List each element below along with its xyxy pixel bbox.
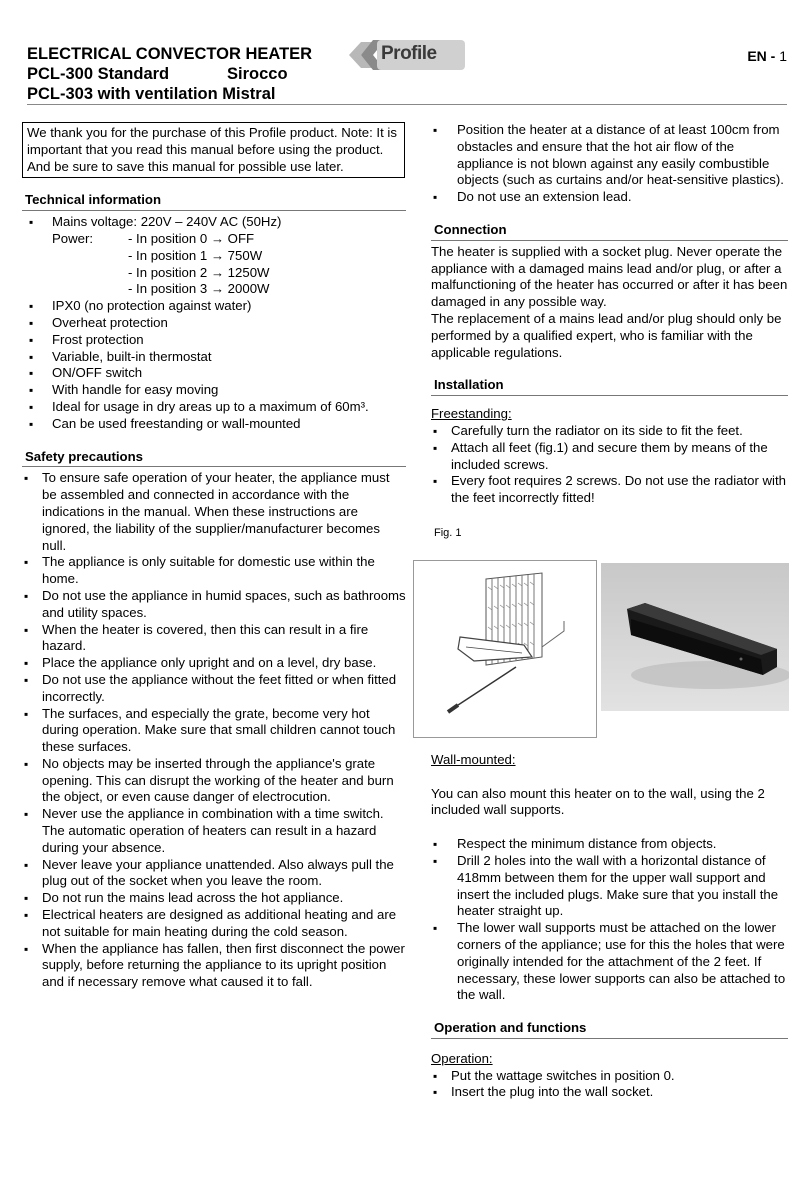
technical-feature-list	[22, 298, 406, 432]
list-item: ▪ Never leave your appliance unattended. Also always pull the plug out of the socket when you leave the room.	[22, 857, 406, 891]
list-item: ▪ Variable, built-in thermostat	[22, 349, 406, 366]
list-item: ▪ With handle for easy moving	[22, 382, 406, 399]
left-column	[22, 122, 406, 991]
list-item: ▪ ON/OFF switch	[22, 365, 406, 382]
list-item: ▪ The lower wall supports must be attached on the lower corners of the appliance; use for this the holes that were originally intended for the attachment of the 2 feet. If necessary, these lower supports can also be attached to the wall.	[431, 920, 788, 1004]
technical-list	[22, 214, 406, 231]
operation-list	[431, 1068, 788, 1102]
safety-section	[22, 449, 406, 992]
header-model-standard: PCL-300 Standard	[27, 65, 170, 83]
operation-title: Operation and functions	[431, 1020, 788, 1039]
list-item: ▪ Put the wattage switches in position 0.	[431, 1068, 788, 1085]
freestanding-list	[431, 423, 788, 507]
header-model-sirocco: Sirocco	[227, 65, 288, 83]
connection-section	[431, 222, 788, 361]
page-number-value: 1	[779, 48, 787, 64]
power-label: Power:	[52, 230, 94, 246]
list-item: ▪ The appliance is only suitable for domestic use within the home.	[22, 554, 406, 588]
list-item: ▪ Do not use the appliance in humid spaces, such as bathrooms and utility spaces.	[22, 588, 406, 622]
list-item: ▪ No objects may be inserted through the appliance's grate opening. This can disrupt the working of the heater and burn the object, or even cause danger of electrocution.	[22, 756, 406, 806]
list-item: ▪ Attach all feet (fig.1) and secure them by means of the included screws.	[431, 440, 788, 474]
list-item: ▪ Electrical heaters are designed as additional heating and are not suitable for main heating during the cold season.	[22, 907, 406, 941]
list-item: ▪ Carefully turn the radiator on its side to fit the feet.	[431, 423, 788, 440]
list-item: ▪ Do not run the mains lead across the hot appliance.	[22, 890, 406, 907]
wall-intro: You can also mount this heater on to the wall, using the 2 included wall supports.	[431, 785, 765, 818]
list-item: ▪ Every foot requires 2 screws. Do not use the radiator with the feet incorrectly fitted!	[431, 473, 788, 507]
installation-section	[431, 377, 788, 1004]
foot-assembly-drawing	[413, 560, 597, 738]
list-item: ▪ Drill 2 holes into the wall with a horizontal distance of 418mm between them for the upper wall support and insert the included plugs. Make sure that you install the heater straight up.	[431, 853, 788, 920]
profile-logo	[347, 36, 467, 74]
header-title: ELECTRICAL CONVECTOR HEATER	[27, 45, 313, 63]
power-line: - In position 1 → 750W	[128, 247, 263, 263]
connection-title: Connection	[431, 222, 788, 241]
list-item: ▪ To ensure safe operation of your heater, the appliance must be assembled and connected in accordance with the indications in the manual. When these instructions are ignored, the liability of the supplier/manufacturer becomes null.	[22, 470, 406, 554]
freestanding-title: Freestanding:	[431, 406, 512, 422]
connection-paragraph: The replacement of a mains lead and/or plug should only be performed by a qualified expert, who is familiar with the applicable regulations.	[431, 310, 782, 360]
list-item: ▪ Do not use an extension lead.	[431, 189, 788, 206]
power-line: - In position 3 → 2000W	[128, 281, 270, 297]
foot-photo	[601, 563, 789, 711]
profile-logo-text: Profile	[381, 43, 437, 64]
safety-continued-list	[431, 122, 788, 206]
operation-section	[431, 1020, 788, 1101]
safety-list	[22, 470, 406, 991]
right-column	[431, 122, 788, 1101]
fig-label: Fig. 1	[434, 526, 462, 539]
power-line: - In position 0 → OFF	[128, 230, 255, 246]
page-header	[27, 44, 787, 104]
list-item: ▪ When the appliance has fallen, then first disconnect the power supply, before returning the appliance to its upright position and if necessary remove what caused it to fall.	[22, 941, 406, 991]
list-item: ▪ Place the appliance only upright and on a level, dry base.	[22, 655, 406, 672]
list-item: ▪ Ideal for usage in dry areas up to a maximum of 60m³.	[22, 399, 406, 416]
connection-paragraph: The heater is supplied with a socket plug. Never operate the appliance with a damaged mains lead and/or plug, or after a malfunctioning of the heater has occurred or after it has been damaged in any possible way.	[431, 243, 788, 310]
foot-assembly-drawing-icon	[414, 561, 596, 737]
list-item: ▪ IPX0 (no protection against water)	[22, 298, 406, 315]
power-line: - In position 2 → 1250W	[128, 264, 270, 280]
heater-foot-photo-icon	[601, 563, 789, 711]
list-item: ▪ Respect the minimum distance from objects.	[431, 836, 788, 853]
list-item: ▪ When the heater is covered, then this can result in a fire hazard.	[22, 622, 406, 656]
header-model-mistral: PCL-303 with ventilation Mistral	[27, 85, 276, 103]
wall-list	[431, 836, 788, 1004]
figure-1	[431, 560, 788, 738]
installation-title: Installation	[431, 377, 788, 396]
operation-subtitle: Operation:	[431, 1050, 493, 1066]
list-item: ▪ Can be used freestanding or wall-mounted	[22, 416, 406, 433]
wall-mounted-title: Wall-mounted:	[431, 751, 516, 767]
technical-section	[22, 192, 406, 432]
power-block	[22, 231, 406, 298]
list-item: ▪ The surfaces, and especially the grate, become very hot during operation. Make sure that small children cannot touch these surfaces.	[22, 706, 406, 756]
list-item: ▪ Overheat protection	[22, 315, 406, 332]
intro-box: We thank you for the purchase of this Profile product. Note: It is important that you read this manual before using the product. And be sure to save this manual for possible use later.	[22, 122, 405, 178]
list-item: ▪ Mains voltage: 220V – 240V AC (50Hz)	[22, 214, 406, 231]
list-item: ▪ Do not use the appliance without the feet fitted or when fitted incorrectly.	[22, 672, 406, 706]
page-language: EN -	[747, 48, 776, 64]
list-item: ▪ Insert the plug into the wall socket.	[431, 1084, 788, 1101]
list-item: ▪ Never use the appliance in combination with a time switch. The automatic operation of heaters can result in a hazard during your absence.	[22, 806, 406, 856]
header-divider	[27, 104, 787, 105]
technical-title: Technical information	[22, 192, 406, 211]
safety-title: Safety precautions	[22, 449, 406, 468]
list-item: ▪ Position the heater at a distance of at least 100cm from obstacles and ensure that the hot air flow of the appliance is not blown against any easily combustible objects (such as curtains and/or heat-sensitive plastics).	[431, 122, 788, 189]
list-item: ▪ Frost protection	[22, 332, 406, 349]
page-number	[747, 48, 787, 64]
